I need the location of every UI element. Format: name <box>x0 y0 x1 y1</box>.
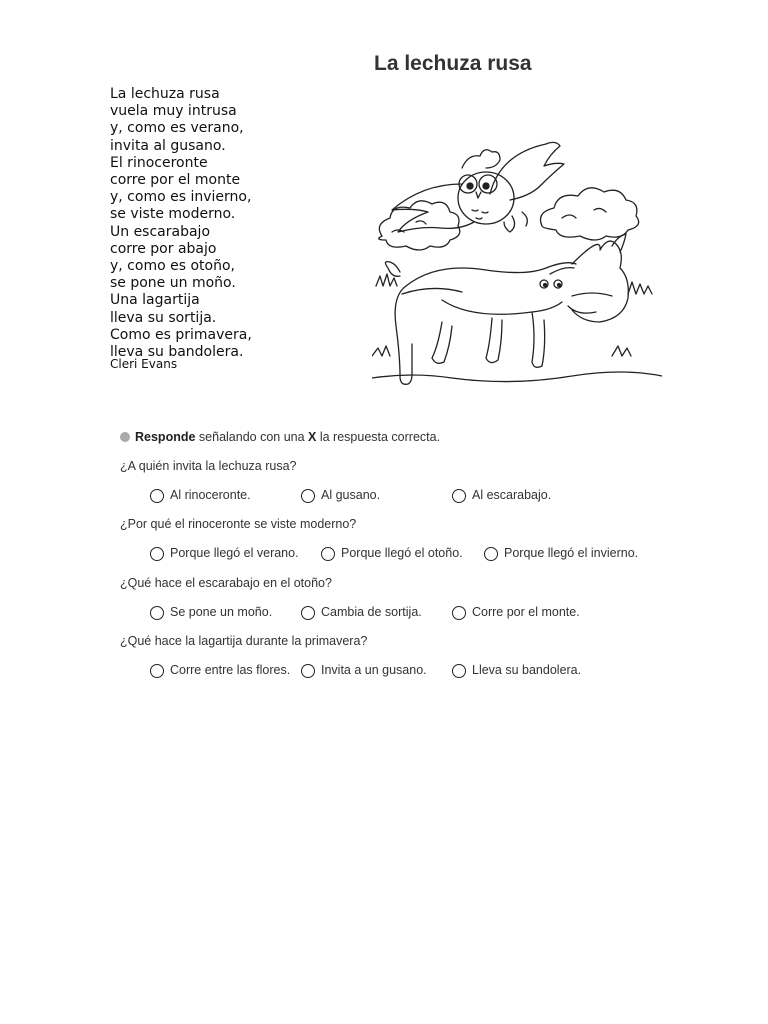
poem-line: se viste moderno. <box>110 206 236 223</box>
bullet-icon <box>120 432 130 442</box>
poem-line: y, como es verano, <box>110 120 244 137</box>
rhinoceros <box>385 234 628 384</box>
poem-line: La lechuza rusa <box>110 86 220 102</box>
instruction-x: X <box>308 430 317 444</box>
poem-line: vuela muy intrusa <box>110 103 237 120</box>
answer-label: Lleva su bandolera. <box>472 663 582 677</box>
answer-option[interactable] <box>150 488 251 503</box>
answer-option[interactable] <box>301 488 380 503</box>
answer-label: Cambia de sortija. <box>321 605 422 619</box>
poem <box>110 86 252 361</box>
instruction-part2: la respuesta correcta. <box>316 430 441 444</box>
answer-option[interactable] <box>452 488 551 503</box>
answer-label: Al escarabajo. <box>472 488 552 502</box>
radio-circle-icon[interactable] <box>452 664 466 678</box>
owl <box>392 142 564 232</box>
instruction-bold: Responde <box>135 430 196 444</box>
answer-option[interactable] <box>321 546 463 561</box>
answer-option[interactable] <box>301 605 422 620</box>
answer-option[interactable] <box>150 605 272 620</box>
question-1: ¿A quién invita la lechuza rusa? <box>120 459 297 473</box>
answer-label: Porque llegó el invierno. <box>504 546 639 560</box>
answer-option[interactable] <box>452 605 580 620</box>
cloud-right <box>541 188 639 240</box>
radio-circle-icon[interactable] <box>484 547 498 561</box>
radio-circle-icon[interactable] <box>150 547 164 561</box>
radio-circle-icon[interactable] <box>150 606 164 620</box>
radio-circle-icon[interactable] <box>301 606 315 620</box>
radio-circle-icon[interactable] <box>150 664 164 678</box>
radio-circle-icon[interactable] <box>301 664 315 678</box>
answer-label: Porque llegó el verano. <box>170 546 299 560</box>
answer-label: Porque llegó el otoño. <box>341 546 463 560</box>
poem-line: El rinoceronte <box>110 154 208 171</box>
poem-line: Como es primavera, <box>110 326 252 343</box>
instruction-part1: señalando con una <box>195 430 309 444</box>
radio-circle-icon[interactable] <box>321 547 335 561</box>
answer-option[interactable] <box>150 663 290 678</box>
owl-rhino-illustration <box>372 126 662 406</box>
answer-option[interactable] <box>484 546 638 561</box>
page-title: La lechuza rusa <box>374 52 532 75</box>
poem-author: Cleri Evans <box>110 357 178 371</box>
poem-line: corre por el monte <box>110 172 241 189</box>
answer-label: Al gusano. <box>321 488 381 502</box>
radio-circle-icon[interactable] <box>301 489 315 503</box>
answer-label: Invita a un gusano. <box>321 663 427 677</box>
answer-option[interactable] <box>452 663 581 678</box>
answer-label: Al rinoceronte. <box>170 488 251 502</box>
poem-line: y, como es otoño, <box>110 258 235 275</box>
poem-line: Una lagartija <box>110 292 200 309</box>
poem-line: y, como es invierno, <box>110 189 252 206</box>
poem-line: corre por abajo <box>110 240 217 257</box>
question-3: ¿Qué hace el escarabajo en el otoño? <box>120 576 332 590</box>
answer-option[interactable] <box>150 546 299 561</box>
answer-label: Corre por el monte. <box>472 605 580 619</box>
question-4: ¿Qué hace la lagartija durante la primavera? <box>120 634 368 648</box>
poem-line: se pone un moño. <box>110 275 236 292</box>
question-2: ¿Por qué el rinoceronte se viste moderno? <box>120 517 357 531</box>
poem-line: lleva su sortija. <box>110 309 217 326</box>
radio-circle-icon[interactable] <box>150 489 164 503</box>
poem-line: Un escarabajo <box>110 223 211 240</box>
answer-label: Se pone un moño. <box>170 605 273 619</box>
cloud-left <box>379 201 460 250</box>
answer-label: Corre entre las flores. <box>170 663 291 677</box>
poem-line: lleva su bandolera. <box>110 344 244 361</box>
poem-line: invita al gusano. <box>110 137 226 154</box>
radio-circle-icon[interactable] <box>452 606 466 620</box>
answer-option[interactable] <box>301 663 427 678</box>
radio-circle-icon[interactable] <box>452 489 466 503</box>
instruction-text <box>120 430 440 444</box>
